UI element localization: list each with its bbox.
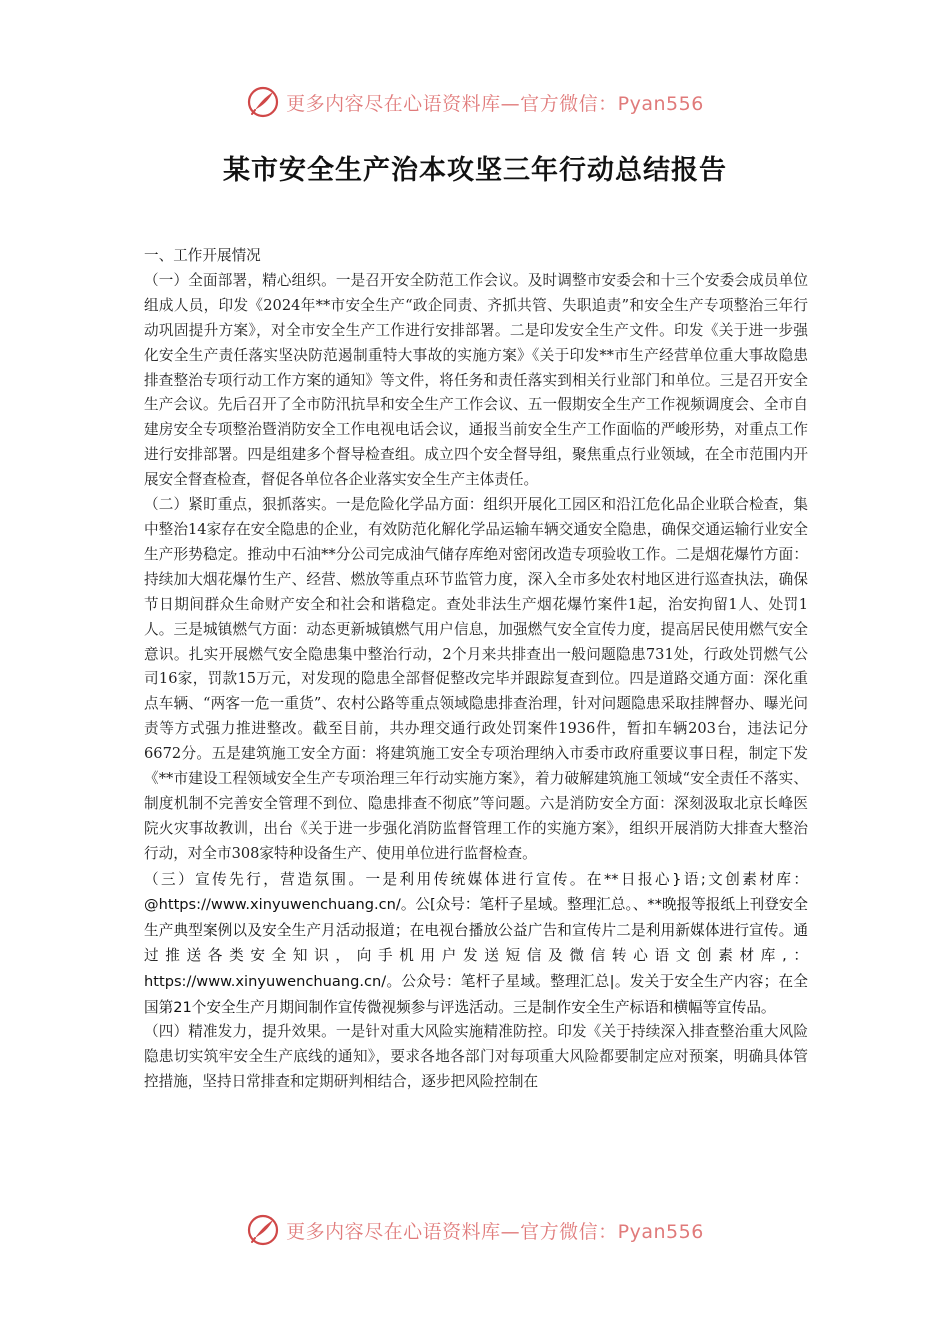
header-watermark-text: 更多内容尽在心语资料库—官方微信：Pyan556 [286, 92, 704, 115]
footer-watermark-text: 更多内容尽在心语资料库—官方微信：Pyan556 [286, 1220, 704, 1243]
paragraph-deployment: （一）全面部署，精心组织。一是召开安全防范工作会议。及时调整市安委会和十三个安委会成员单位组成人员，印发《2024年**市安全生产“政企同责、齐抓共管、失职追责”和安全生产专项整治三年行动巩固提升方案》，对全市安全生产工作进行安排部署。二是印发安全生产文件。印发《关于进一步强化安全生产责任落实坚决防范遏制重特大事故的实施方案》《关于印发**市生产经营单位重大事故隐患排查整治专项行动工作方案的通知》等文件，将任务和责任落实到相关行业部门和单位。三是召开安全生产会议。先后召开了全市防汛抗旱和安全生产工作会议、五一假期安全生产工作视频调度会、全市自建房安全专项整治暨消防安全工作电视电话会议，通报当前安全生产工作面临的严峻形势，对重点工作进行安排部署。四是组建多个督导检查组。成立四个安全督导组，聚焦重点行业领域，在全市范围内开展安全督查检查，督促各单位各企业落实安全生产主体责任。 [144, 271, 808, 489]
footer-watermark-banner [0, 1210, 950, 1250]
paragraph-key-areas: （二）紧盯重点，狠抓落实。一是危险化学品方面：组织开展化工园区和沿江危化品企业联合检查，集中整治14家存在安全隐患的企业，有效防范化解化学品运输车辆交通安全隐患，确保交通运输行业安全生产形势稳定。推动中石油**分公司完成油气储存库绝对密闭改造专项验收工作。二是烟花爆竹方面：持续加大烟花爆竹生产、经营、燃放等重点环节监管力度，深入全市多处农村地区进行巡查执法，确保节日期间群众生命财产安全和社会和谐稳定。查处非法生产烟花爆竹案件1起，治安拘留1人、处罚1人。三是城镇燃气方面：动态更新城镇燃气用户信息，加强燃气安全宣传力度，提高居民使用燃气安全意识。扎实开展燃气安全隐患集中整治行动，2个月来共排查出一般问题隐患731处，行政处罚燃气公司16家，罚款15万元，对发现的隐患全部督促整改完毕并跟踪复查到位。四是道路交通方面：深化重点车辆、“两客一危一重货”、农村公路等重点领域隐患排查治理，针对问题隐患采取挂牌督办、曝光问责等方式强力推进整改。截至目前，共办理交通行政处罚案件1936件，暂扣车辆203台，违法记分6672分。五是建筑施工安全方面：将建筑施工安全专项治理纳入市委市政府重要议事日程，制定下发《**市建设工程领域安全生产专项治理三年行动实施方案》，着力破解建筑施工领域“安全责任不落实、制度机制不完善安全管理不到位、隐患排查不彻底”等问题。六是消防安全方面：深刻汲取北京长峰医院火灾事故教训，出台《关于进一步强化消防监督管理工作的实施方案》，组织开展消防大排查大整治行动，对全市308家特种设备生产、使用单位进行监督检查。 [144, 496, 808, 862]
paragraph-publicity: （三）宣传先行，营造氛围。一是利用传统媒体进行宣传。在**日报心}语;文创素材库：@https://www.xinyuwenchuang.cn/。公[众号：笔杆子星域。整理汇总。、**晚报等报纸上刊登安全生产典型案例以及安全生产月活动报道；在电视台播放公益广告和宣传片二是利用新媒体进行宣传。通过推送各类安全知识，向手机用户发送短信及微信转心语文创素材库,：https://www.xinyuwenchuang.cn/。公众号：笔杆子星域。整理汇总|。发关于安全生产内容；在全国第21个安全生产月期间制作宣传微视频参与评选活动。三是制作安全生产标语和横幅等宣传品。 [144, 870, 808, 1016]
section-heading: 一、工作开展情况 [144, 247, 261, 264]
document-title: 某市安全生产治本攻坚三年行动总结报告 [223, 155, 727, 186]
paragraph-precision: （四）精准发力，提升效果。一是针对重大风险实施精准防控。印发《关于持续深入排查整治重大风险隐患切实筑牢安全生产底线的通知》，要求各地各部门对每项重大风险都要制定应对预案，明确具体管控措施，坚持日常排查和定期研判相结合，逐步把风险控制在 [144, 1023, 808, 1091]
document-body [144, 244, 808, 1095]
quill-logo-icon [246, 1213, 280, 1247]
quill-logo-icon [246, 85, 280, 119]
header-watermark-banner [0, 82, 950, 122]
